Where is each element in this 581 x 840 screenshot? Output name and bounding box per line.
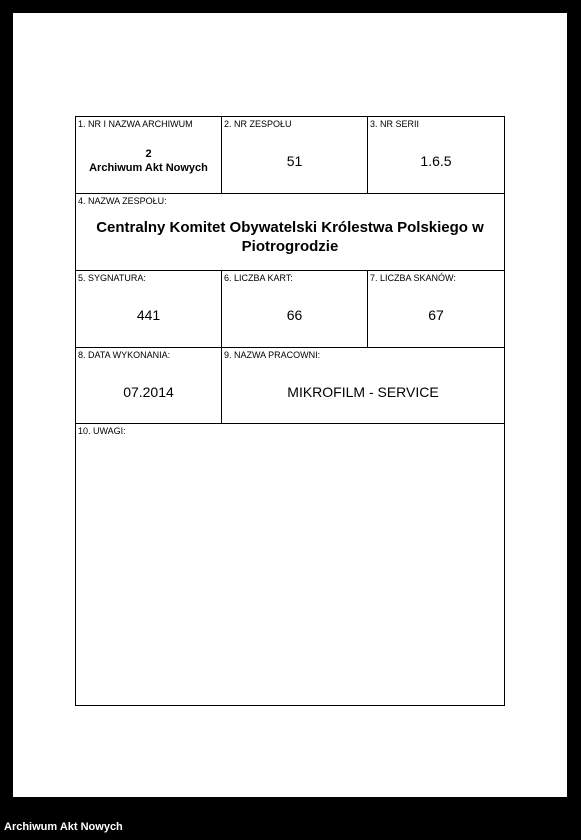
signature-cell xyxy=(76,271,222,348)
archive-value xyxy=(76,147,221,175)
notes-cell xyxy=(76,424,504,705)
archive-number: 2 xyxy=(145,148,152,160)
archive-cell xyxy=(76,117,222,194)
archive-name: Archiwum Akt Nowych xyxy=(89,162,208,174)
fonds-number-cell xyxy=(222,117,368,194)
fonds-name-label: 4. NAZWA ZESPOŁU: xyxy=(78,196,167,206)
scan-count-cell xyxy=(368,271,504,348)
archive-metadata-card xyxy=(75,116,505,706)
fonds-number-value: 51 xyxy=(286,153,303,169)
series-number-value: 1.6.5 xyxy=(420,153,452,169)
fonds-name-cell xyxy=(76,194,504,271)
card-count-cell xyxy=(222,271,368,348)
workshop-label: 9. NAZWA PRACOWNI: xyxy=(224,350,321,360)
archive-label: 1. NR I NAZWA ARCHIWUM xyxy=(78,119,193,129)
signature-label: 5. SYGNATURA: xyxy=(78,273,146,283)
series-number-cell xyxy=(368,117,504,194)
card-count-label: 6. LICZBA KART: xyxy=(224,273,293,283)
notes-label: 10. UWAGI: xyxy=(78,426,126,436)
fonds-number-label: 2. NR ZESPOŁU xyxy=(224,119,292,129)
scan-count-value: 67 xyxy=(428,307,444,323)
card-count-value: 66 xyxy=(286,307,303,323)
workshop-cell xyxy=(222,348,504,424)
date-cell xyxy=(76,348,222,424)
fonds-name-value: Centralny Komitet Obywatelski Królestwa Polskiego w Piotrogrodzie xyxy=(96,219,484,255)
signature-value: 441 xyxy=(136,307,161,323)
scan-count-label: 7. LICZBA SKANÓW: xyxy=(370,273,456,283)
series-number-label: 3. NR SERII xyxy=(370,119,420,129)
date-value: 07.2014 xyxy=(123,384,174,400)
workshop-value: MIKROFILM - SERVICE xyxy=(287,384,439,400)
date-label: 8. DATA WYKONANIA: xyxy=(78,350,171,360)
footer-archive-name: Archiwum Akt Nowych xyxy=(4,821,123,833)
document-sheet xyxy=(13,13,567,797)
